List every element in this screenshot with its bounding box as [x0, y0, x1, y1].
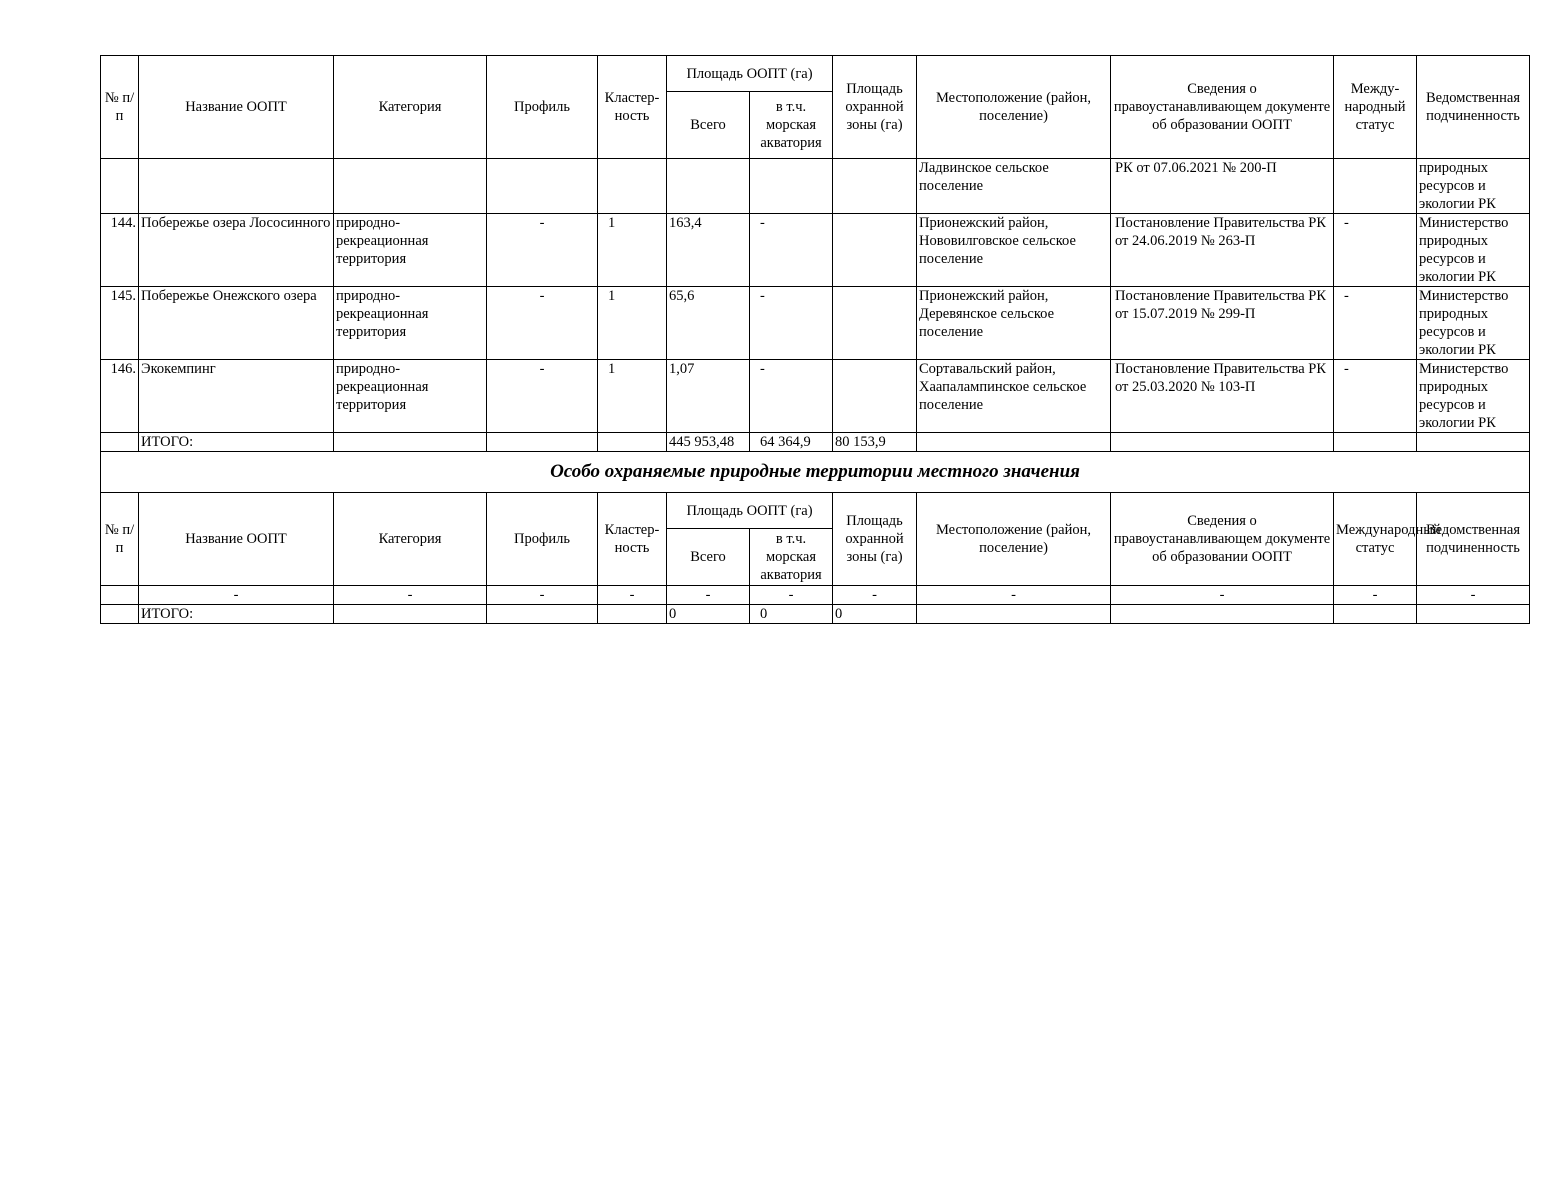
cell-cluster: - [598, 586, 667, 605]
table-row [101, 287, 1530, 360]
header-area-group: Площадь ООПТ (га) [667, 56, 833, 92]
cell-empty [487, 433, 598, 452]
header-cluster: Кластер-ность [598, 493, 667, 586]
cell-empty [1334, 605, 1417, 624]
cell-name: Побережье Онежского озера [139, 287, 334, 360]
header-document: Сведения о правоустанавливающем документе об образовании ООПТ [1111, 493, 1334, 586]
cell-buffer-zone [833, 214, 917, 287]
cell-empty [101, 433, 139, 452]
table-row [101, 214, 1530, 287]
cell-num: 145. [101, 287, 139, 360]
cell-name: Побережье озера Лососинного [139, 214, 334, 287]
cell-buffer-zone [833, 287, 917, 360]
cell-profile: - [487, 360, 598, 433]
cell-empty [1417, 605, 1530, 624]
cell-subordination: - [1417, 586, 1530, 605]
cell-profile: - [487, 214, 598, 287]
table-header-row-local [101, 493, 1530, 529]
cell-category: природно-рекреационная территория [334, 360, 487, 433]
cell-name: Экокемпинг [139, 360, 334, 433]
cell-empty [598, 433, 667, 452]
cell-empty [917, 433, 1111, 452]
header-name: Название ООПТ [139, 493, 334, 586]
total-row [101, 433, 1530, 452]
header-category: Категория [334, 493, 487, 586]
cell-subordination: Министерство природных ресурсов и экологии РК [1417, 214, 1530, 287]
cell-location: - [917, 586, 1111, 605]
header-profile: Профиль [487, 56, 598, 159]
cell-area-marine: - [750, 287, 833, 360]
cell-empty [1111, 605, 1334, 624]
cell-intl-status: - [1334, 586, 1417, 605]
header-area-total: Всего [667, 92, 750, 159]
cell-buffer-zone: - [833, 586, 917, 605]
cell-area-marine: - [750, 360, 833, 433]
cell-cluster: 1 [598, 360, 667, 433]
cell-cluster: 1 [598, 214, 667, 287]
header-buffer-zone: Площадь охранной зоны (га) [833, 56, 917, 159]
cell-cluster: 1 [598, 287, 667, 360]
cell-num: 146. [101, 360, 139, 433]
cell-document: Постановление Правительства РК от 15.07.2019 № 299-П [1111, 287, 1334, 360]
header-category: Категория [334, 56, 487, 159]
cell-empty [487, 605, 598, 624]
header-area-group: Площадь ООПТ (га) [667, 493, 833, 529]
cell-empty [1111, 433, 1334, 452]
cell-total-label: ИТОГО: [139, 605, 334, 624]
cell-area-total: 163,4 [667, 214, 750, 287]
header-num: № п/п [101, 493, 139, 586]
cell-empty [833, 159, 917, 214]
protected-areas-table [100, 55, 1530, 624]
cell-name: - [139, 586, 334, 605]
cell-document: РК от 07.06.2021 № 200-П [1111, 159, 1334, 214]
cell-document: - [1111, 586, 1334, 605]
header-subordination: Ведомственная подчиненность [1417, 56, 1530, 159]
cell-location: Сортавальский район, Хаапалампинское сельское поселение [917, 360, 1111, 433]
header-profile: Профиль [487, 493, 598, 586]
header-num: № п/п [101, 56, 139, 159]
header-document: Сведения о правоустанавливающем документе об образовании ООПТ [1111, 56, 1334, 159]
cell-empty [334, 159, 487, 214]
header-area-marine: в т.ч. морская акватория [750, 529, 833, 586]
cell-area-marine: - [750, 214, 833, 287]
cell-total-marine: 64 364,9 [750, 433, 833, 452]
header-location: Местоположение (район, поселение) [917, 493, 1111, 586]
protected-areas-register-page [100, 55, 1529, 624]
table-row [101, 586, 1530, 605]
cell-subordination: Министерство природных ресурсов и экологии РК [1417, 360, 1530, 433]
cell-num: 144. [101, 214, 139, 287]
cell-profile: - [487, 287, 598, 360]
cell-empty [667, 159, 750, 214]
cell-area-total: 65,6 [667, 287, 750, 360]
cell-location: Прионежский район, Деревянское сельское поселение [917, 287, 1111, 360]
header-location: Местоположение (район, поселение) [917, 56, 1111, 159]
cell-total-label: ИТОГО: [139, 433, 334, 452]
header-subordination: Ведомственная подчиненность [1417, 493, 1530, 586]
cell-total-buffer: 0 [833, 605, 917, 624]
cell-empty [1334, 159, 1417, 214]
cell-document: Постановление Правительства РК от 24.06.2019 № 263-П [1111, 214, 1334, 287]
cell-empty [101, 605, 139, 624]
cell-empty [334, 433, 487, 452]
cell-total-marine: 0 [750, 605, 833, 624]
header-name: Название ООПТ [139, 56, 334, 159]
cell-profile: - [487, 586, 598, 605]
cell-empty [101, 159, 139, 214]
cell-intl-status: - [1334, 360, 1417, 433]
cell-location: Ладвинское сельское поселение [917, 159, 1111, 214]
cell-empty [750, 159, 833, 214]
table-row [101, 360, 1530, 433]
cell-subordination: природных ресурсов и экологии РК [1417, 159, 1530, 214]
cell-area-total: - [667, 586, 750, 605]
cell-empty [1417, 433, 1530, 452]
continuation-row [101, 159, 1530, 214]
header-intl-status: Между-народный статус [1334, 56, 1417, 159]
total-row [101, 605, 1530, 624]
cell-location: Прионежский район, Нововилговское сельское поселение [917, 214, 1111, 287]
section-title: Особо охраняемые природные территории местного значения [101, 452, 1530, 493]
cell-area-total: 1,07 [667, 360, 750, 433]
cell-empty [334, 605, 487, 624]
cell-category: природно-рекреационная территория [334, 287, 487, 360]
cell-total-buffer: 80 153,9 [833, 433, 917, 452]
cell-document: Постановление Правительства РК от 25.03.2020 № 103-П [1111, 360, 1334, 433]
cell-subordination: Министерство природных ресурсов и экологии РК [1417, 287, 1530, 360]
cell-empty [101, 586, 139, 605]
cell-buffer-zone [833, 360, 917, 433]
table-header-row [101, 56, 1530, 92]
cell-empty [598, 605, 667, 624]
cell-empty [598, 159, 667, 214]
header-intl-status: Международный статус [1334, 493, 1417, 586]
header-area-marine: в т.ч. морская акватория [750, 92, 833, 159]
cell-empty [487, 159, 598, 214]
cell-total-area: 0 [667, 605, 750, 624]
cell-empty [139, 159, 334, 214]
cell-empty [1334, 433, 1417, 452]
header-area-total: Всего [667, 529, 750, 586]
cell-total-area: 445 953,48 [667, 433, 750, 452]
cell-category: природно-рекреационная территория [334, 214, 487, 287]
cell-area-marine: - [750, 586, 833, 605]
cell-empty [917, 605, 1111, 624]
header-buffer-zone: Площадь охранной зоны (га) [833, 493, 917, 586]
cell-intl-status: - [1334, 287, 1417, 360]
section-heading-row [101, 452, 1530, 493]
cell-category: - [334, 586, 487, 605]
header-cluster: Кластер-ность [598, 56, 667, 159]
cell-intl-status: - [1334, 214, 1417, 287]
